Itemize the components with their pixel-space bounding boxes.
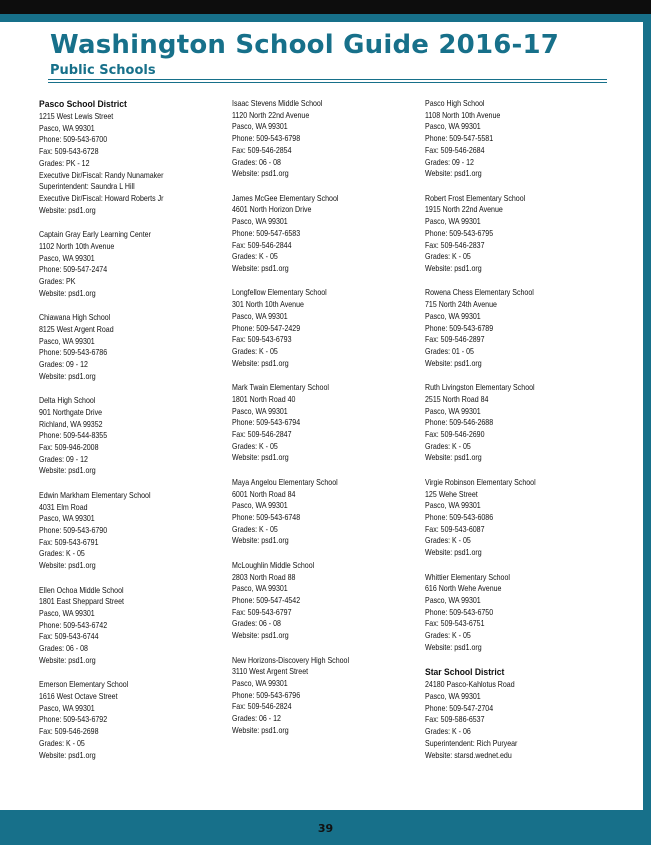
entry-detail-line: Website: psd1.org [39, 655, 96, 665]
district-name: Star School District [425, 667, 505, 679]
entry-detail-line: Phone: 509-543-6700 [39, 135, 108, 145]
entry-detail-line: Grades: 06 - 12 [232, 714, 281, 724]
entry-detail-line: Phone: 509-543-6748 [232, 512, 301, 522]
entry-detail-line: Pasco, WA 99301 [39, 123, 95, 133]
entry-detail-line: Pasco, WA 99301 [39, 336, 95, 346]
entry-detail-line: Website: psd1.org [232, 536, 289, 546]
entry-detail-line: 4601 North Horizon Drive [232, 205, 312, 215]
entry-detail-line: Executive Dir/Fiscal: Randy Nunamaker [39, 170, 164, 180]
entry-detail-line: Fax: 509-546-2690 [425, 429, 485, 439]
entry-detail-line: Website: psd1.org [232, 169, 289, 179]
entry-detail-line: Superintendent: Rich Puryear [425, 738, 518, 748]
entry-detail-line: 1801 East Sheppard Street [39, 597, 124, 607]
entry-detail-line: Website: psd1.org [39, 750, 96, 760]
entry-detail-line: Phone: 509-543-6086 [425, 512, 494, 522]
entry-detail-line: Grades: K - 06 [425, 727, 471, 737]
entry-detail-line: Phone: 509-543-6796 [232, 690, 301, 700]
top-black-band [0, 0, 651, 14]
entry-detail-line: Fax: 509-543-6744 [39, 632, 99, 642]
entry-detail-line: Grades: 01 - 05 [425, 346, 474, 356]
school-name: Edwin Markham Elementary School [39, 490, 151, 500]
page-title: Washington School Guide 2016-17 [50, 30, 560, 60]
header-rule-bottom [48, 82, 607, 83]
entry-detail-line: Phone: 509-543-6795 [425, 228, 494, 238]
entry-detail-line: 24180 Pasco-Kahlotus Road [425, 680, 515, 690]
entry-detail-line: Fax: 509-543-6728 [39, 147, 99, 157]
entry-detail-line: Phone: 509-546-2688 [425, 418, 494, 428]
page-number: 39 [317, 822, 334, 835]
school-name: James McGee Elementary School [232, 193, 339, 203]
school-entry [425, 287, 610, 369]
school-name: Robert Frost Elementary School [425, 193, 526, 203]
entry-detail-line: 1915 North 22nd Avenue [425, 205, 503, 215]
entry-detail-line: 715 North 24th Avenue [425, 300, 497, 310]
school-entry [39, 490, 224, 572]
school-entry [232, 477, 417, 547]
entry-detail-line: Phone: 509-543-6798 [232, 134, 301, 144]
entry-detail-line: Website: psd1.org [232, 263, 289, 273]
school-entry [232, 655, 417, 737]
entry-detail-line: Grades: 06 - 08 [39, 644, 88, 654]
school-entry [425, 98, 610, 180]
entry-detail-line: Fax: 509-546-2837 [425, 240, 485, 250]
school-entry [232, 98, 417, 180]
entry-detail-line: Pasco, WA 99301 [232, 501, 288, 511]
entry-detail-line: Grades: K - 05 [232, 524, 278, 534]
entry-detail-line: Fax: 509-543-6087 [425, 524, 485, 534]
entry-detail-line: Pasco, WA 99301 [232, 122, 288, 132]
entry-detail-line: Fax: 509-546-2684 [425, 145, 485, 155]
entry-detail-line: 616 North Wehe Avenue [425, 584, 502, 594]
entry-detail-line: 1801 North Road 40 [232, 394, 296, 404]
entry-detail-line: Phone: 509-543-6794 [232, 418, 301, 428]
entry-detail-line: Executive Dir/Fiscal: Howard Roberts Jr [39, 193, 164, 203]
entry-detail-line: Pasco, WA 99301 [425, 692, 481, 702]
entry-detail-line: Website: psd1.org [232, 358, 289, 368]
header-rule-top [48, 79, 607, 80]
entry-detail-line: Phone: 509-547-4542 [232, 596, 301, 605]
entry-detail-line: Website: psd1.org [425, 642, 482, 652]
entry-detail-line: Grades: K - 05 [425, 631, 471, 641]
school-name: Mark Twain Elementary School [232, 383, 329, 393]
school-name: Delta High School [39, 396, 96, 406]
entry-detail-line: Website: psd1.org [425, 358, 482, 368]
school-name: Maya Angelou Elementary School [232, 477, 338, 487]
school-entry [232, 193, 417, 275]
listing-column-3 [425, 98, 610, 774]
entry-detail-line: Pasco, WA 99301 [425, 311, 481, 321]
entry-detail-line: Phone: 509-544-8355 [39, 431, 108, 441]
school-name: Ruth Livingston Elementary School [425, 383, 535, 393]
entry-detail-line: Richland, WA 99352 [39, 419, 103, 429]
entry-detail-line: 2515 North Road 84 [425, 394, 489, 404]
entry-detail-line: Fax: 509-586-6537 [425, 715, 485, 725]
school-entry [39, 312, 224, 382]
entry-detail-line: Phone: 509-543-6792 [39, 715, 108, 725]
section-subtitle: Public Schools [50, 63, 156, 78]
school-name: Whittier Elementary School [425, 572, 510, 582]
entry-detail-line: Grades: 09 - 12 [39, 454, 88, 464]
entry-detail-line: Pasco, WA 99301 [425, 596, 481, 605]
entry-detail-line: Fax: 509-546-2847 [232, 429, 292, 439]
listing-column-2 [232, 98, 417, 749]
school-name: Rowena Chess Elementary School [425, 288, 534, 298]
entry-detail-line: Grades: K - 05 [39, 549, 85, 559]
entry-detail-line: Website: psd1.org [39, 371, 96, 381]
entry-detail-line: Phone: 509-547-2704 [425, 703, 494, 713]
listing-column-1 [39, 98, 224, 774]
district-name: Pasco School District [39, 99, 127, 110]
entry-detail-line: Grades: K - 05 [232, 441, 278, 451]
entry-detail-line: Phone: 509-543-6786 [39, 348, 108, 358]
entry-detail-line: Website: psd1.org [425, 169, 482, 179]
entry-detail-line: 1120 North 22nd Avenue [232, 110, 310, 120]
entry-detail-line: Website: psd1.org [39, 561, 96, 571]
entry-detail-line: Website: psd1.org [425, 453, 482, 463]
entry-detail-line: Pasco, WA 99301 [425, 406, 481, 416]
school-entry [232, 382, 417, 464]
entry-detail-line: Phone: 509-547-6583 [232, 228, 301, 238]
school-entry [232, 560, 417, 642]
entry-detail-line: 4031 Elm Road [39, 502, 88, 512]
entry-detail-line: Fax: 509-546-2844 [232, 240, 292, 250]
entry-detail-line: Website: psd1.org [232, 725, 289, 735]
entry-detail-line: Grades: 06 - 08 [232, 157, 281, 167]
school-name: Captain Gray Early Learning Center [39, 230, 151, 240]
entry-detail-line: Phone: 509-547-2429 [232, 323, 301, 333]
entry-detail-line: Grades: 06 - 08 [232, 619, 281, 629]
entry-detail-line: 1102 North 10th Avenue [39, 241, 115, 251]
entry-detail-line: Fax: 509-543-6751 [425, 619, 485, 629]
school-name: Chiawana High School [39, 313, 111, 323]
school-name: Isaac Stevens Middle School [232, 99, 323, 108]
entry-detail-line: Fax: 509-546-2824 [232, 702, 292, 712]
entry-detail-line: Pasco, WA 99301 [39, 609, 95, 618]
entry-detail-line: Website: psd1.org [232, 631, 289, 641]
entry-detail-line: Pasco, WA 99301 [232, 217, 288, 227]
entry-detail-line: Pasco, WA 99301 [39, 514, 95, 524]
school-name: Emerson Elementary School [39, 680, 129, 690]
school-entry [425, 477, 610, 559]
entry-detail-line: 1108 North 10th Avenue [425, 110, 501, 120]
entry-detail-line: Phone: 509-547-5581 [425, 134, 494, 144]
entry-detail-line: Pasco, WA 99301 [232, 584, 288, 594]
school-name: Ellen Ochoa Middle School [39, 585, 124, 595]
district-entry [425, 666, 610, 761]
entry-detail-line: Fax: 509-543-6797 [232, 607, 292, 617]
entry-detail-line: Website: psd1.org [425, 263, 482, 273]
right-edge-bar [643, 14, 651, 810]
entry-detail-line: Website: psd1.org [39, 205, 96, 215]
school-entry [39, 585, 224, 667]
footer-band [0, 810, 651, 845]
school-name: Pasco High School [425, 99, 485, 108]
entry-detail-line: Grades: K - 05 [232, 252, 278, 262]
entry-detail-line: Phone: 509-547-2474 [39, 265, 108, 275]
district-entry [39, 98, 224, 216]
entry-detail-line: 901 Northgate Drive [39, 407, 103, 417]
school-entry [425, 382, 610, 464]
school-entry [425, 193, 610, 275]
entry-detail-line: 125 Wehe Street [425, 489, 478, 499]
entry-detail-line: Pasco, WA 99301 [232, 311, 288, 321]
entry-detail-line: Fax: 509-546-2854 [232, 145, 292, 155]
school-entry [39, 229, 224, 299]
school-name: Virgie Robinson Elementary School [425, 477, 536, 487]
entry-detail-line: Pasco, WA 99301 [425, 501, 481, 511]
school-name: McLoughlin Middle School [232, 560, 315, 570]
entry-detail-line: Website: psd1.org [232, 453, 289, 463]
entry-detail-line: Fax: 509-946-2008 [39, 442, 99, 452]
entry-detail-line: Website: psd1.org [39, 288, 96, 298]
entry-detail-line: 1215 West Lewis Street [39, 112, 114, 121]
entry-detail-line: Phone: 509-543-6789 [425, 323, 494, 333]
entry-detail-line: Website: starsd.wednet.edu [425, 750, 512, 760]
entry-detail-line: Grades: K - 05 [232, 346, 278, 356]
entry-detail-line: Phone: 509-543-6742 [39, 620, 108, 630]
entry-detail-line: Fax: 509-543-6793 [232, 335, 292, 345]
top-teal-band [0, 14, 651, 22]
entry-detail-line: Website: psd1.org [39, 466, 96, 476]
entry-detail-line: Grades: K - 05 [425, 536, 471, 546]
entry-detail-line: 3110 West Argent Street [232, 667, 309, 677]
entry-detail-line: 8125 West Argent Road [39, 324, 114, 334]
entry-detail-line: Grades: K - 05 [39, 738, 85, 748]
entry-detail-line: Pasco, WA 99301 [425, 217, 481, 227]
school-name: Longfellow Elementary School [232, 288, 327, 298]
entry-detail-line: Grades: PK [39, 276, 76, 286]
school-entry [232, 287, 417, 369]
entry-detail-line: Fax: 509-546-2897 [425, 335, 485, 345]
entry-detail-line: Website: psd1.org [425, 548, 482, 558]
entry-detail-line: Pasco, WA 99301 [425, 122, 481, 132]
entry-detail-line: Fax: 509-543-6791 [39, 537, 99, 547]
entry-detail-line: Grades: PK - 12 [39, 158, 90, 168]
entry-detail-line: 6001 North Road 84 [232, 489, 296, 499]
entry-detail-line: 1616 West Octave Street [39, 692, 118, 702]
entry-detail-line: 301 North 10th Avenue [232, 300, 304, 310]
entry-detail-line: Fax: 509-546-2698 [39, 727, 99, 737]
entry-detail-line: Pasco, WA 99301 [39, 253, 95, 263]
school-entry [39, 679, 224, 761]
entry-detail-line: Pasco, WA 99301 [232, 679, 288, 689]
school-name: New Horizons-Discovery High School [232, 655, 350, 665]
entry-detail-line: Grades: K - 05 [425, 252, 471, 262]
entry-detail-line: Grades: 09 - 12 [39, 359, 88, 369]
entry-detail-line: Grades: K - 05 [425, 441, 471, 451]
entry-detail-line: Pasco, WA 99301 [39, 703, 95, 713]
entry-detail-line: Pasco, WA 99301 [232, 406, 288, 416]
school-entry [425, 572, 610, 654]
entry-detail-line: Phone: 509-543-6790 [39, 525, 108, 535]
entry-detail-line: 2803 North Road 88 [232, 572, 296, 582]
entry-detail-line: Superintendent: Saundra L Hill [39, 182, 135, 192]
entry-detail-line: Phone: 509-543-6750 [425, 607, 494, 617]
school-entry [39, 395, 224, 477]
entry-detail-line: Grades: 09 - 12 [425, 157, 474, 167]
